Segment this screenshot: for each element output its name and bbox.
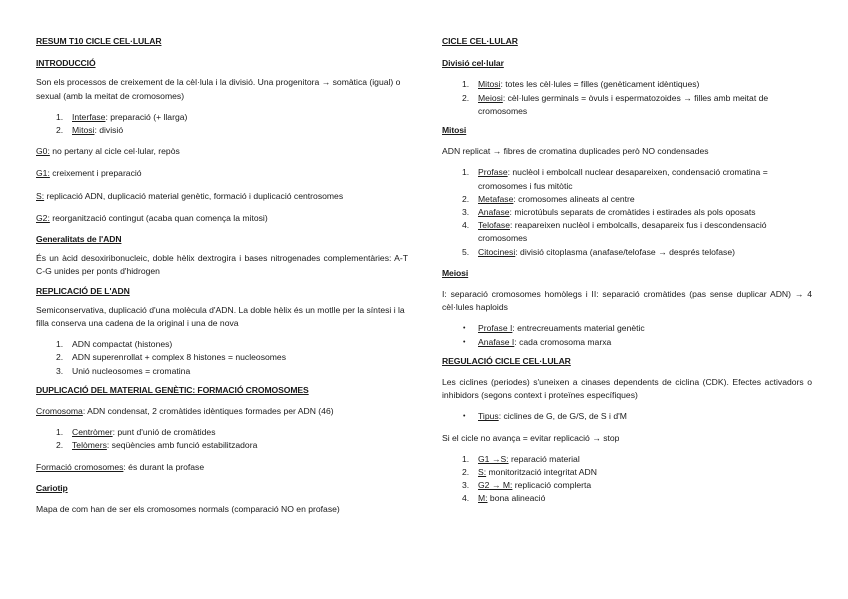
list-item: 2. S: monitorització integritat ADN <box>462 467 597 478</box>
adn-text: És un àcid desoxiribonucleic, doble hèlix dextrogira i bases nitrogenades complementàries: A-T C-G unides per ponts d'hidrogen <box>36 253 408 277</box>
formacio-cromosomes: Formació cromosomes: és durant la profase <box>36 461 205 472</box>
list-item: • Profase I: entrecreuaments material genètic <box>442 322 812 335</box>
replicacio-list <box>36 338 408 378</box>
divisio-list <box>442 78 812 118</box>
bullet-icon: • <box>463 338 466 346</box>
term-mitosi: Mitosi <box>72 125 95 136</box>
divisio-heading: Divisió cel·lular <box>442 58 504 69</box>
document-title: RESUM T10 CICLE CEL·LULAR <box>36 36 162 46</box>
list-item: 2. Mitosi: divisió <box>56 125 124 136</box>
list-item: 2. Metafase: cromosomes alineats al centre <box>462 193 635 204</box>
mitosi-heading: Mitosi <box>442 125 467 136</box>
cariotip-heading: Cariotip <box>36 482 68 493</box>
phase-g1: G1: creixement i preparació <box>36 168 142 179</box>
list-item: 2. Telòmers: seqüències amb funció estabilitzadora <box>56 440 258 451</box>
list-item: • Anafase I: cada cromosoma marxa <box>442 336 812 349</box>
term-interfase: Interfase <box>72 111 106 122</box>
list-item: 4. M: bona alineació <box>462 493 546 504</box>
duplicacio-heading: DUPLICACIÓ DEL MATERIAL GENÈTIC: FORMACIÓ CROMOSOMES <box>36 384 309 395</box>
list-item: 1. Profase: nuclèol i embolcall nuclear desapareixen, condensació cromatina = cromosomes i fus mitòtic <box>462 167 768 191</box>
cariotip-text: Mapa de com han de ser els cromosomes normals (comparació NO en profase) <box>36 504 340 515</box>
list-item: 1. Interfase: preparació (+ llarga) <box>56 111 188 122</box>
list-item: 1. Mitosi: totes les cèl·lules = filles (genèticament idèntiques) <box>462 79 700 90</box>
list-item: 5. Citocinesi: divisió citoplasma (anafase/telofase → després telofase) <box>462 246 735 257</box>
adn-heading: Generalitats de l'ADN <box>36 234 122 245</box>
intro-list <box>36 111 408 137</box>
list-item: 2. Meiosi: cèl·lules germinals = òvuls i espermatozoides → filles amb meitat de cromosomes <box>462 92 769 116</box>
intro-heading: INTRODUCCIÓ <box>36 58 96 69</box>
meiosi-heading: Meiosi <box>442 267 469 278</box>
right-column <box>442 35 812 506</box>
list-item: 2. ADN superenrollat + complex 8 histones = nucleosomes <box>56 352 287 363</box>
replicacio-text: Semiconservativa, duplicació d'una molècula d'ADN. La doble hèlix és un motlle per la síntesi i la filla conserva una cadena de la original i una de nova <box>36 304 405 329</box>
list-item: • Tipus: ciclines de G, de G/S, de S i d'M <box>442 410 812 423</box>
phase-g0: G0: no pertany al cicle cel·lular, repòs <box>36 146 180 157</box>
meiosi-list <box>442 322 812 348</box>
list-item: 3. Unió nucleosomes = cromatina <box>56 365 191 376</box>
meiosi-text: I: separació cromosomes homòlegs i II: separació cromàtides (pas sense duplicar ADN) → 4 cèl·lules haploids <box>442 289 812 313</box>
list-item: 1. Centròmer: punt d'unió de cromàtides <box>56 427 216 438</box>
list-item: 4. Telofase: reapareixen nuclèol i embolcalls, desapareix fus i descondensació cromosomes <box>462 220 767 244</box>
mitosi-text: ADN replicat → fibres de cromatina duplicades però NO condensades <box>442 146 709 157</box>
mitosi-list <box>442 166 812 258</box>
phase-s: S: replicació ADN, duplicació material genètic, formació i duplicació centrosomes <box>36 190 344 201</box>
bullet-icon: • <box>463 413 466 421</box>
list-item: 3. Anafase: microtúbuls separats de cromàtides i estirades als pols oposats <box>462 207 756 218</box>
cromosoma-definition: Cromosoma: ADN condensat, 2 cromàtides idèntiques formades per ADN (46) <box>36 406 334 417</box>
left-column <box>36 35 408 516</box>
replicacio-heading: REPLICACIÓ DE L'ADN <box>36 285 130 296</box>
phase-g2: G2: reorganització contingut (acaba quan comença la mitosi) <box>36 212 268 223</box>
list-item: 3. G2 → M: replicació complerta <box>462 480 592 491</box>
list-item: 1. ADN compactat (histones) <box>56 339 173 350</box>
checkpoint-list <box>442 453 812 506</box>
stop-text: Si el cicle no avança = evitar replicació → stop <box>442 432 620 443</box>
intro-text: Son els processos de creixement de la cèl·lula i la divisió. Una progenitora → somàtica (igual) o sexual (amb la meitat de cromosomes) <box>36 77 401 101</box>
tipus-list <box>442 410 812 423</box>
cicle-title: CICLE CEL·LULAR <box>442 36 518 46</box>
regulacio-heading: REGULACIÓ CICLE CEL·LULAR <box>442 355 571 366</box>
regulacio-text: Les ciclines (periodes) s'uneixen a cinases dependents de ciclina (CDK). Efectes activadors o inhibidors (segons context i proteïnes específiques) <box>442 377 812 401</box>
list-item: 1. G1 →S: reparació material <box>462 453 580 464</box>
duplicacio-list <box>36 426 408 452</box>
bullet-icon: • <box>463 325 466 333</box>
